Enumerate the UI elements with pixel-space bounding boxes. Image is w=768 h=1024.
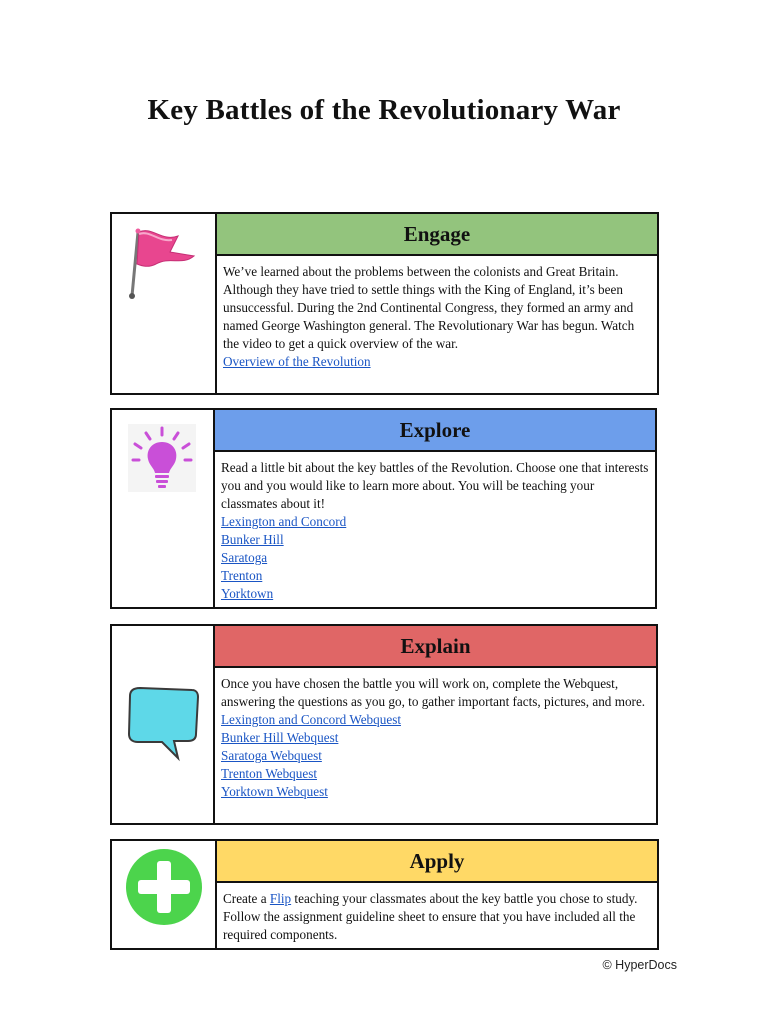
link-flip[interactable]: Flip (269, 891, 292, 906)
apply-icon-cell (112, 841, 217, 948)
green-plus-icon (124, 847, 204, 927)
link-lexington-and-concord-webquest[interactable]: Lexington and Concord Webquest (221, 712, 401, 727)
engage-icon-cell (112, 214, 217, 393)
link-yorktown-webquest[interactable]: Yorktown Webquest (221, 784, 328, 799)
engage-body (217, 256, 657, 371)
engage-text: We’ve learned about the problems between the colonists and Great Britain. Although they have tried to settle things with the King of England, it’s been unsuccessful. During the 2nd Continental Congress, they formed an army and named George Washington general. The Revolutionary War has begun. Watch the video to get a quick overview of the war. (223, 264, 635, 351)
apply-content (217, 841, 657, 948)
engage-content (217, 214, 657, 393)
link-bunker-hill[interactable]: Bunker Hill (221, 532, 284, 547)
link-bunker-hill-webquest[interactable]: Bunker Hill Webquest (221, 730, 339, 745)
explain-card (110, 624, 658, 825)
link-trenton[interactable]: Trenton (221, 568, 263, 583)
engage-header: Engage (217, 214, 657, 256)
link-trenton-webquest[interactable]: Trenton Webquest (221, 766, 318, 781)
explore-text: Read a little bit about the key battles of the Revolution. Choose one that interests you and you would like to learn more about. You will be teaching your classmates about it! (221, 460, 649, 511)
explore-card (110, 408, 657, 609)
link-yorktown[interactable]: Yorktown (221, 586, 274, 601)
engage-card (110, 212, 659, 395)
pink-flag-icon (122, 222, 202, 302)
lightbulb-icon (124, 420, 200, 496)
explain-text: Once you have chosen the battle you will work on, complete the Webquest, answering the questions as you go, to gather important facts, pictures, and more. (221, 676, 646, 709)
explain-header: Explain (215, 626, 656, 668)
apply-body (217, 883, 657, 944)
link-lexington-and-concord[interactable]: Lexington and Concord (221, 514, 347, 529)
explore-content (215, 410, 655, 607)
link-saratoga-webquest[interactable]: Saratoga Webquest (221, 748, 322, 763)
speech-bubble-icon (122, 684, 202, 764)
page-title: Key Battles of the Revolutionary War (147, 94, 621, 126)
explain-icon-cell (112, 626, 215, 823)
explore-body (215, 452, 655, 603)
explore-icon-cell (112, 410, 215, 607)
explain-body (215, 668, 656, 801)
link-saratoga[interactable]: Saratoga (221, 550, 268, 565)
apply-card (110, 839, 659, 950)
apply-header: Apply (217, 841, 657, 883)
apply-text (223, 890, 651, 944)
explore-header: Explore (215, 410, 655, 452)
apply-text-before: Create a (223, 891, 270, 906)
link-overview-of-the-revolution[interactable]: Overview of the Revolution (223, 354, 371, 369)
copyright-footer: © HyperDocs (602, 958, 677, 972)
apply-text-after: teaching your classmates about the key battle you chose to study. Follow the assignment guideline sheet to ensure that you have included all the required components. (223, 891, 638, 942)
explain-content (215, 626, 656, 823)
